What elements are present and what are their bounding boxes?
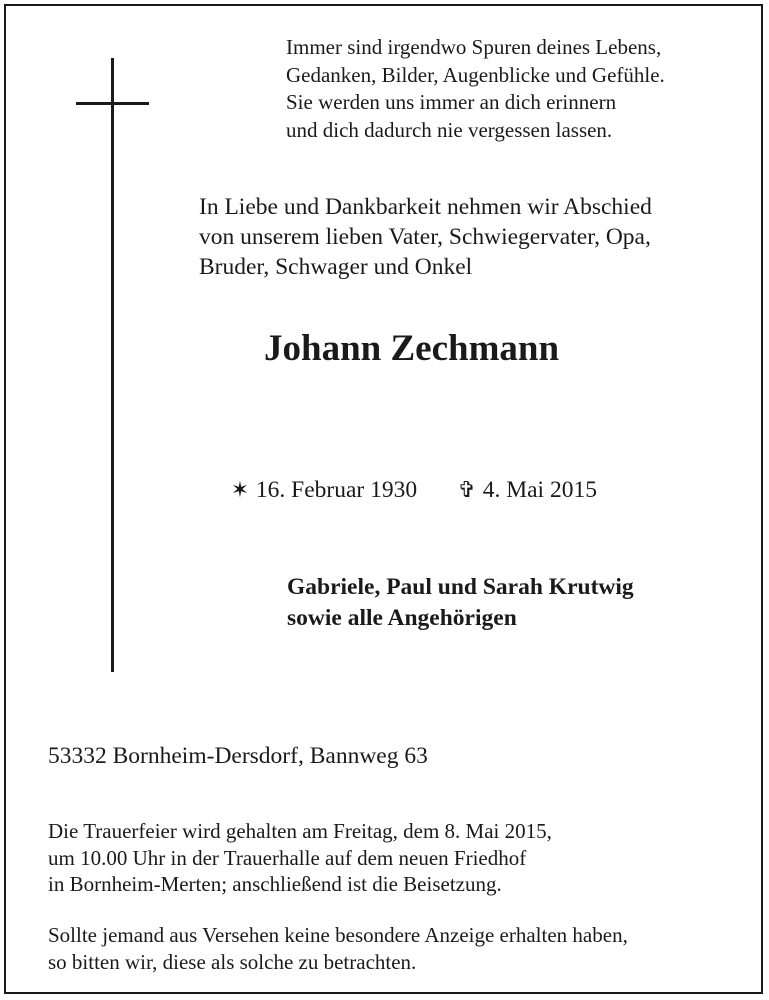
ceremony-line: um 10.00 Uhr in der Trauerhalle auf dem neuen Friedhof [48,845,527,870]
notification-note [48,922,628,975]
farewell-line: von unserem lieben Vater, Schwiegervater, Opa, [199,224,651,250]
mourners-line: Gabriele, Paul und Sarah Krutwig [287,574,634,600]
birth-star-icon: ✶ [230,477,250,502]
ceremony-line: in Bornheim-Merten; anschließend ist die Beisetzung. [48,872,502,896]
poem-line: Gedanken, Bilder, Augenblicke und Gefühle. [286,62,665,87]
life-dates [230,475,597,505]
poem-line: Sie werden uns immer an dich erinnern [286,90,617,114]
birth-date: 16. Februar 1930 [255,477,418,503]
deceased-name: Johann Zechmann [264,328,560,369]
farewell-line: Bruder, Schwager und Onkel [199,254,473,280]
mourners-line: sowie alle Angehörigen [287,605,517,631]
notice-line: Sollte jemand aus Versehen keine besondere Anzeige erhalten haben, [48,923,628,947]
mourners [287,572,634,634]
poem-line: und dich dadurch nie vergessen lassen. [286,117,613,142]
poem-line: Immer sind irgendwo Spuren deines Lebens, [286,35,662,59]
farewell-text [199,192,652,282]
notice-line: so bitten wir, diese als solche zu betrachten. [48,949,417,974]
cross-vertical-bar [111,58,114,672]
funeral-ceremony-info [48,818,552,898]
cross-horizontal-bar [76,102,149,105]
farewell-line: In Liebe und Dankbarkeit nehmen wir Abschied [199,194,652,220]
ceremony-line: Die Trauerfeier wird gehalten am Freitag, dem 8. Mai 2015, [48,819,552,843]
death-date: 4. Mai 2015 [482,477,597,503]
memorial-poem [286,34,665,144]
death-cross-icon: ✞ [457,477,477,502]
family-address: 53332 Bornheim-Dersdorf, Bannweg 63 [48,743,428,769]
